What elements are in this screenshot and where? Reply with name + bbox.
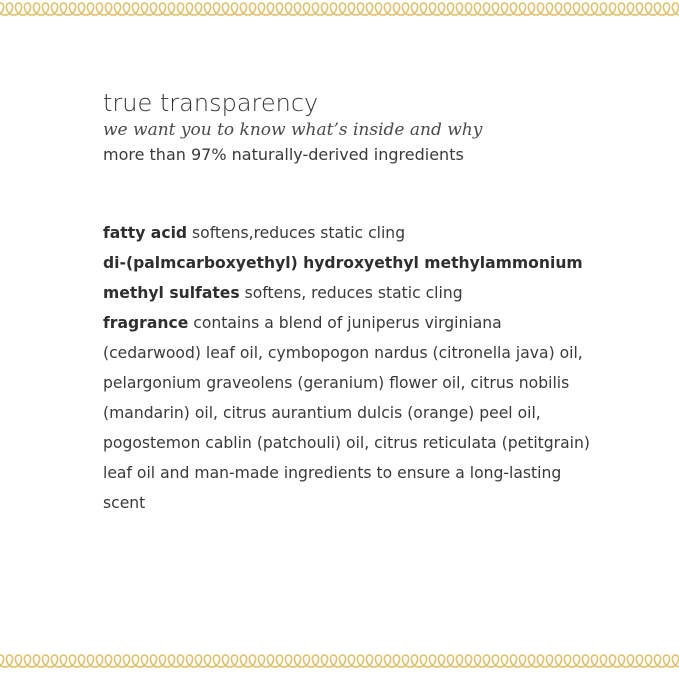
ingredients-panel	[103, 88, 603, 518]
ingredient-list	[103, 218, 603, 518]
decorative-top-border	[0, 0, 679, 20]
ingredient-item	[103, 248, 603, 308]
ingredient-description: softens,reduces static cling	[187, 224, 406, 242]
ingredient-name: fragrance	[103, 314, 189, 332]
ingredient-item	[103, 218, 603, 248]
ingredient-description: contains a blend of juniperus virginiana (cedarwood) leaf oil, cymbopogon nardus (citronella java) oil, pelargonium graveolens (geranium) flower oil, citrus nobilis (mandarin) oil, citrus aurantium dulcis (orange) peel oil, pogostemon cablin (patchouli) oil, citrus reticulata (petitgrain) leaf oil and man-made ingredients to ensure a long-lasting scent	[103, 314, 590, 512]
loop-pattern-icon	[0, 650, 679, 670]
loop-pattern-icon	[0, 0, 679, 20]
ingredient-name: di-(palmcarboxyethyl) hydroxyethyl methylammonium methyl sulfates	[103, 254, 583, 302]
ingredient-name: fatty acid	[103, 224, 188, 242]
ingredient-description: softens, reduces static cling	[239, 284, 463, 302]
page-subtitle: we want you to know what’s inside and why	[103, 120, 483, 140]
ingredient-item	[103, 308, 603, 518]
natural-claim: more than 97% naturally-derived ingredients	[103, 145, 464, 164]
decorative-bottom-border	[0, 650, 679, 670]
page-title: true transparency	[103, 89, 319, 117]
